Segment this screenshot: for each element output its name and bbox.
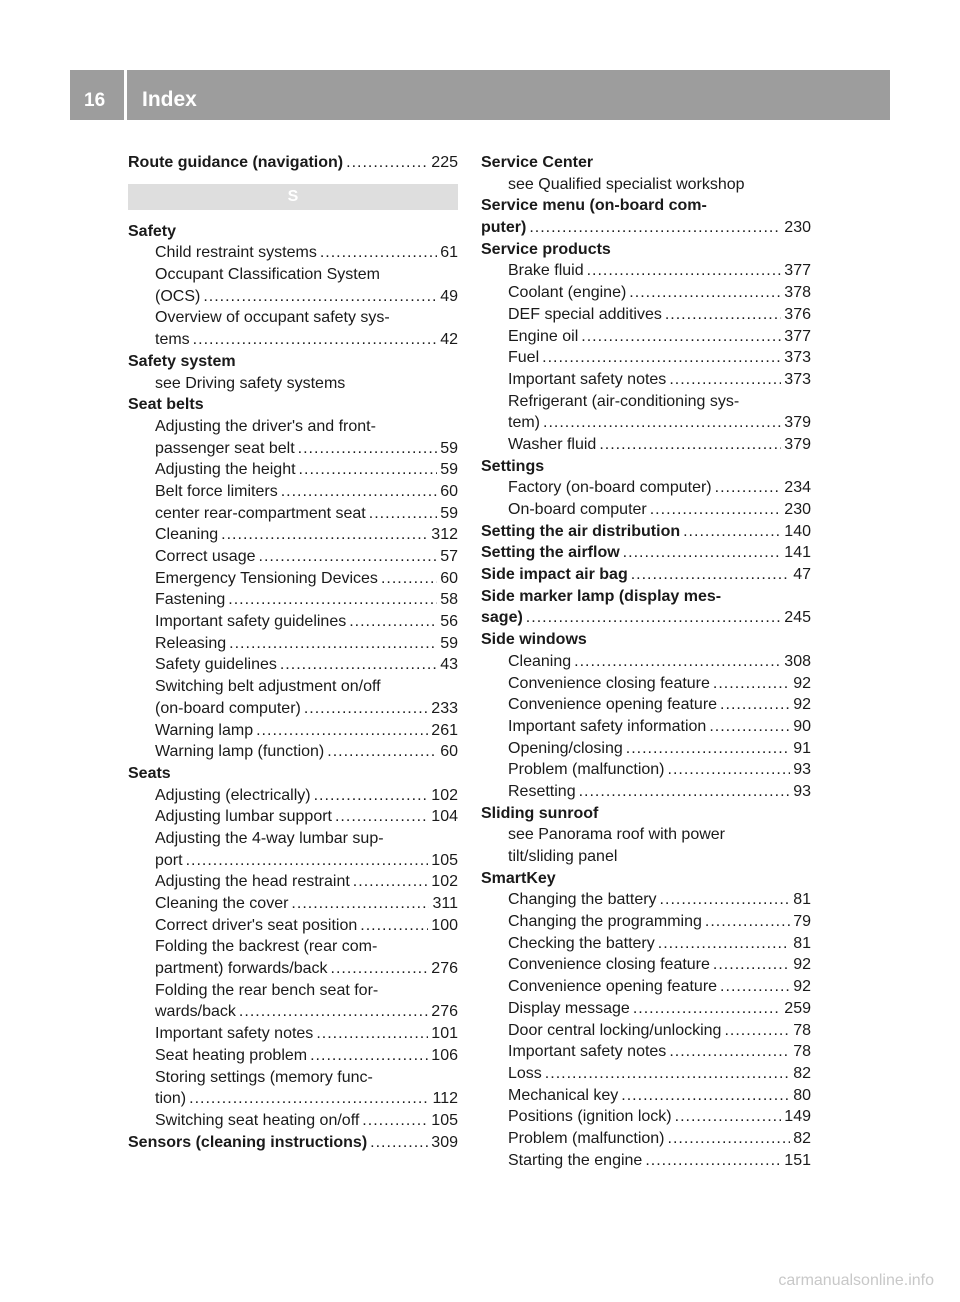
index-subentry-text: Adjusting the driver's and front- — [155, 417, 376, 435]
page-reference: 312 — [431, 526, 458, 544]
dot-leader — [228, 589, 437, 611]
dot-leader — [281, 481, 438, 503]
index-subentry[interactable] — [481, 781, 811, 803]
index-subentry[interactable] — [481, 369, 811, 391]
page-reference: 141 — [784, 544, 811, 562]
page-reference: 82 — [793, 1129, 811, 1147]
page-reference: 234 — [784, 479, 811, 497]
index-heading: Service products — [481, 240, 611, 258]
dot-leader — [304, 698, 428, 720]
entry-label: Releasing — [155, 634, 227, 652]
page-reference: 93 — [793, 782, 811, 800]
page-reference: 233 — [431, 699, 458, 717]
page-reference: 81 — [793, 891, 811, 909]
index-subentry[interactable] — [128, 633, 458, 655]
page-reference: 56 — [440, 613, 458, 631]
dot-leader — [709, 716, 790, 738]
page-reference: 92 — [793, 674, 811, 692]
index-subentry[interactable] — [128, 589, 458, 611]
dot-leader — [229, 633, 437, 655]
entry-label: Child restraint systems — [155, 244, 317, 262]
page-reference: 100 — [431, 916, 458, 934]
entry-label: Brake fluid — [508, 262, 584, 280]
entry-label: Cleaning — [508, 652, 572, 670]
dot-leader — [645, 1150, 781, 1172]
dot-leader — [724, 1020, 790, 1042]
page-reference: 230 — [784, 501, 811, 518]
dot-leader — [314, 785, 429, 807]
page-reference: 377 — [784, 327, 811, 345]
dot-leader — [668, 1128, 791, 1150]
index-subentry-text: Adjusting the 4-way lumbar sup- — [155, 829, 384, 847]
index-column-left — [128, 152, 458, 1153]
dot-leader — [629, 282, 781, 304]
page-reference: 140 — [784, 522, 811, 540]
dot-leader — [353, 871, 429, 893]
dot-leader — [668, 759, 791, 781]
dot-leader — [362, 1110, 428, 1132]
entry-label: Door central locking/unlocking — [508, 1021, 722, 1039]
dot-leader — [310, 1045, 428, 1067]
dot-leader — [239, 1001, 428, 1023]
page-reference: 378 — [784, 284, 811, 302]
page-reference: 105 — [431, 1111, 458, 1129]
index-subentry[interactable] — [128, 1088, 458, 1110]
header-divider — [124, 70, 127, 120]
page-reference: 59 — [440, 439, 458, 457]
index-subentry[interactable] — [481, 716, 811, 738]
dot-leader — [280, 654, 437, 676]
entry-label: Checking the battery — [508, 934, 655, 952]
entry-label: Setting the air distribution — [481, 522, 681, 540]
dot-leader — [545, 1063, 790, 1085]
entry-label: Important safety notes — [155, 1025, 314, 1043]
dot-leader — [542, 347, 781, 369]
entry-label: Convenience closing feature — [508, 674, 710, 692]
dot-leader — [669, 369, 781, 391]
page-reference: 373 — [784, 370, 811, 388]
entry-label: Route guidance (navigation) — [128, 154, 344, 171]
entry-label: Washer fluid — [508, 435, 597, 453]
dot-leader — [360, 915, 428, 937]
index-subentry[interactable] — [481, 260, 811, 282]
index-subentry[interactable] — [128, 1023, 458, 1045]
index-subentry[interactable] — [128, 1045, 458, 1067]
entry-label: Emergency Tensioning Devices — [155, 569, 378, 587]
page-reference: 78 — [793, 1043, 811, 1061]
dot-leader — [650, 499, 782, 521]
entry-label: Positions (ignition lock) — [508, 1108, 672, 1126]
dot-leader — [221, 524, 428, 546]
index-subentry[interactable] — [481, 694, 811, 716]
watermark: carmanualsonline.info — [778, 1272, 934, 1289]
page-reference: 377 — [784, 262, 811, 280]
index-entry[interactable] — [481, 521, 811, 543]
index-heading: Safety system — [128, 352, 236, 370]
index-subentry[interactable] — [481, 889, 811, 911]
page-reference: 42 — [440, 331, 458, 349]
page-reference: 79 — [793, 913, 811, 931]
index-subentry-text: see Driving safety systems — [155, 374, 346, 392]
dot-leader — [633, 998, 781, 1020]
index-subentry-text: see Panorama roof with power — [508, 826, 725, 844]
page-reference: 58 — [440, 591, 458, 609]
dot-leader — [327, 741, 437, 763]
entry-label: Factory (on-board computer) — [508, 479, 712, 497]
entry-label: Problem (malfunction) — [508, 1129, 665, 1147]
dot-leader — [370, 1132, 428, 1154]
index-subentry[interactable] — [128, 481, 458, 503]
dot-leader — [291, 893, 429, 915]
entry-label: wards/back — [155, 1003, 236, 1021]
entry-label: Warning lamp — [155, 721, 254, 739]
page-reference: 151 — [784, 1151, 811, 1169]
index-subentry[interactable] — [128, 654, 458, 676]
index-subentry[interactable] — [481, 499, 811, 521]
index-subentry-text: Folding the backrest (rear com- — [155, 938, 378, 956]
page-reference: 59 — [440, 461, 458, 479]
index-subentry[interactable] — [128, 286, 458, 308]
page-reference: 308 — [784, 652, 811, 670]
page-reference: 230 — [784, 219, 811, 237]
dot-leader — [720, 694, 790, 716]
entry-label: port — [155, 851, 183, 869]
index-heading: Settings — [481, 457, 545, 475]
index-subentry-text: Occupant Classification System — [155, 266, 380, 284]
index-heading: Service menu (on-board com- — [481, 197, 707, 215]
index-heading: Safety — [128, 222, 177, 240]
index-subentry[interactable] — [128, 698, 458, 720]
index-subentry[interactable] — [481, 954, 811, 976]
index-subentry[interactable] — [481, 304, 811, 326]
dot-leader — [186, 850, 429, 872]
entry-label: Convenience opening feature — [508, 696, 718, 714]
page-reference: 112 — [432, 1090, 458, 1108]
entry-label: Important safety notes — [508, 1043, 667, 1061]
entry-label: tems — [155, 331, 190, 349]
dot-leader — [665, 304, 781, 326]
page-reference: 59 — [440, 504, 458, 522]
page-reference: 309 — [431, 1133, 458, 1151]
index-heading: Sliding sunroof — [481, 804, 599, 822]
index-subentry[interactable] — [128, 871, 458, 893]
entry-label: Correct driver's seat position — [155, 916, 358, 934]
dot-leader — [581, 326, 781, 348]
index-subentry-text: tilt/sliding panel — [508, 848, 618, 865]
dot-leader — [713, 954, 790, 976]
page-reference: 92 — [793, 978, 811, 996]
entry-label: Important safety information — [508, 717, 707, 735]
index-subentry[interactable] — [481, 651, 811, 673]
dot-leader — [669, 1041, 790, 1063]
entry-label: Display message — [508, 999, 630, 1017]
dot-leader — [189, 1088, 429, 1110]
entry-label: Adjusting the height — [155, 461, 296, 479]
entry-label: Cleaning the cover — [155, 895, 289, 912]
entry-label: Convenience opening feature — [508, 978, 718, 996]
page-reference: 90 — [793, 717, 811, 735]
dot-leader — [381, 568, 437, 590]
index-subentry[interactable] — [128, 524, 458, 546]
index-subentry[interactable] — [128, 958, 458, 980]
page-reference: 92 — [793, 956, 811, 974]
dot-leader — [660, 889, 791, 911]
index-subentry[interactable] — [128, 438, 458, 460]
page-reference: 379 — [784, 414, 811, 432]
page-reference: 105 — [431, 851, 458, 869]
entry-label: Convenience closing feature — [508, 956, 710, 974]
dot-leader — [529, 217, 781, 239]
index-subentry[interactable] — [481, 998, 811, 1020]
index-subentry[interactable] — [481, 1085, 811, 1107]
dot-leader — [579, 781, 791, 803]
page-reference: 376 — [784, 305, 811, 323]
index-subentry[interactable] — [481, 1150, 811, 1172]
dot-leader — [526, 607, 782, 629]
entry-label: Fuel — [508, 349, 540, 367]
dot-leader — [256, 720, 428, 742]
page-reference: 149 — [784, 1108, 811, 1126]
page-reference: 245 — [784, 609, 811, 627]
entry-label: DEF special additives — [508, 305, 662, 323]
page-reference: 61 — [440, 244, 458, 262]
page-number: 16 — [84, 90, 106, 111]
entry-label: Starting the engine — [508, 1151, 643, 1169]
page-reference: 49 — [440, 287, 458, 305]
dot-leader — [713, 673, 790, 695]
entry-label: Belt force limiters — [155, 482, 278, 500]
entry-label: Seat heating problem — [155, 1046, 308, 1064]
entry-label: Warning lamp (function) — [155, 743, 325, 761]
entry-label: Correct usage — [155, 548, 256, 565]
entry-label: tion) — [155, 1090, 187, 1108]
index-entry[interactable] — [481, 564, 811, 586]
entry-label: Switching seat heating on/off — [155, 1111, 360, 1129]
entry-label: passenger seat belt — [155, 439, 295, 457]
index-subentry[interactable] — [481, 911, 811, 933]
page-reference: 78 — [793, 1021, 811, 1039]
entry-label: Changing the programming — [508, 913, 702, 931]
page-reference: 373 — [784, 349, 811, 367]
page-reference: 276 — [431, 960, 458, 978]
index-subentry[interactable] — [128, 850, 458, 872]
dot-leader — [316, 1023, 428, 1045]
index-subentry[interactable] — [128, 785, 458, 807]
index-subentry-text: Refrigerant (air-conditioning sys- — [508, 392, 740, 410]
page-reference: 101 — [431, 1025, 458, 1043]
dot-leader — [675, 1106, 782, 1128]
page-reference: 102 — [431, 873, 458, 891]
index-subentry[interactable] — [481, 477, 811, 499]
entry-label: Adjusting the head restraint — [155, 873, 350, 891]
page-reference: 43 — [440, 656, 458, 674]
dot-leader — [658, 933, 790, 955]
index-subentry[interactable] — [128, 546, 458, 568]
index-heading: SmartKey — [481, 869, 556, 887]
dot-leader — [631, 564, 790, 586]
index-subentry[interactable] — [128, 720, 458, 742]
index-entry[interactable] — [481, 217, 811, 239]
page-reference: 81 — [793, 934, 811, 952]
index-column-right — [481, 152, 811, 1171]
index-subentry[interactable] — [128, 1110, 458, 1132]
index-entry[interactable] — [128, 1132, 458, 1154]
page-reference: 80 — [793, 1086, 811, 1104]
dot-leader — [623, 542, 782, 564]
entry-label: Mechanical key — [508, 1086, 619, 1104]
entry-label: Cleaning — [155, 526, 219, 544]
page-title: Index — [142, 88, 197, 111]
dot-leader — [626, 738, 790, 760]
page-reference: 59 — [440, 634, 458, 652]
entry-label: center rear-compartment seat — [155, 504, 366, 522]
index-subentry[interactable] — [481, 1106, 811, 1128]
index-subentry[interactable] — [481, 1063, 811, 1085]
page-reference: 60 — [440, 743, 458, 761]
dot-leader — [369, 503, 437, 525]
section-letter-header: S — [128, 184, 458, 210]
dot-leader — [299, 459, 438, 481]
index-subentry-text: Storing settings (memory func- — [155, 1068, 373, 1086]
page-header — [70, 70, 890, 120]
entry-label: Opening/closing — [508, 739, 623, 757]
entry-label: Important safety guidelines — [155, 613, 347, 631]
entry-label: Changing the battery — [508, 891, 657, 909]
dot-leader — [331, 958, 429, 980]
index-subentry-text: see Qualified specialist workshop — [508, 175, 745, 193]
page-reference: 47 — [793, 566, 811, 584]
page-reference: 60 — [440, 482, 458, 500]
entry-label: Problem (malfunction) — [508, 761, 665, 779]
index-heading: Side windows — [481, 631, 587, 649]
entry-label: sage) — [481, 609, 523, 627]
dot-leader — [298, 438, 438, 460]
index-subentry[interactable] — [481, 738, 811, 760]
index-subentry[interactable] — [481, 434, 811, 456]
dot-leader — [720, 976, 790, 998]
entry-label: (OCS) — [155, 287, 201, 305]
index-subentry[interactable] — [128, 503, 458, 525]
page-reference: 57 — [440, 548, 458, 565]
index-subentry-text: Overview of occupant safety sys- — [155, 309, 390, 327]
entry-label: Adjusting (electrically) — [155, 786, 311, 804]
index-subentry[interactable] — [481, 282, 811, 304]
index-subentry[interactable] — [481, 347, 811, 369]
page-reference: 259 — [784, 999, 811, 1017]
dot-leader — [715, 477, 782, 499]
index-subentry[interactable] — [128, 741, 458, 763]
index-subentry[interactable] — [481, 1020, 811, 1042]
dot-leader — [335, 806, 428, 828]
entry-label: Setting the airflow — [481, 544, 620, 562]
page-reference: 93 — [793, 761, 811, 779]
dot-leader — [346, 152, 428, 174]
index-subentry-text: Folding the rear bench seat for- — [155, 981, 379, 999]
index-entry[interactable] — [481, 542, 811, 564]
page-reference: 102 — [431, 786, 458, 804]
page-reference: 60 — [440, 569, 458, 587]
dot-leader — [203, 286, 437, 308]
entry-label: Adjusting lumbar support — [155, 808, 332, 826]
entry-label: Fastening — [155, 591, 226, 609]
index-subentry[interactable] — [481, 1041, 811, 1063]
index-subentry[interactable] — [128, 329, 458, 351]
dot-leader — [705, 911, 790, 933]
index-subentry-text: Switching belt adjustment on/off — [155, 678, 381, 696]
dot-leader — [193, 329, 438, 351]
dot-leader — [349, 611, 437, 633]
page-reference: 311 — [432, 895, 458, 912]
dot-leader — [259, 546, 438, 568]
index-subentry[interactable] — [128, 611, 458, 633]
index-heading: Side marker lamp (display mes- — [481, 587, 722, 605]
page-reference: 106 — [431, 1046, 458, 1064]
dot-leader — [574, 651, 781, 673]
dot-leader — [543, 412, 781, 434]
index-subentry[interactable] — [128, 893, 458, 915]
entry-label: Important safety notes — [508, 370, 667, 388]
index-entry[interactable] — [481, 607, 811, 629]
page-reference: 379 — [784, 435, 811, 453]
entry-label: puter) — [481, 219, 527, 237]
index-subentry[interactable] — [481, 1128, 811, 1150]
page-reference: 104 — [431, 808, 458, 826]
entry-label: Safety guidelines — [155, 656, 277, 674]
entry-label: Side impact air bag — [481, 566, 628, 584]
dot-leader — [683, 521, 781, 543]
entry-label: Loss — [508, 1064, 542, 1082]
index-subentry[interactable] — [128, 1001, 458, 1023]
entry-label: tem) — [508, 414, 540, 432]
entry-label: On-board computer — [508, 501, 647, 518]
index-subentry[interactable] — [481, 326, 811, 348]
index-heading: Seats — [128, 764, 171, 782]
index-subentry[interactable] — [128, 242, 458, 264]
entry-label: partment) forwards/back — [155, 960, 328, 978]
page-reference: 276 — [431, 1003, 458, 1021]
index-subentry[interactable] — [128, 459, 458, 481]
index-heading: Service Center — [481, 154, 594, 171]
page-reference: 225 — [431, 154, 458, 171]
entry-label: Sensors (cleaning instructions) — [128, 1133, 368, 1151]
dot-leader — [320, 242, 437, 264]
page-reference: 261 — [431, 721, 458, 739]
dot-leader — [587, 260, 782, 282]
page-reference: 91 — [793, 739, 811, 757]
entry-label: Resetting — [508, 782, 576, 800]
entry-label: Coolant (engine) — [508, 284, 627, 302]
index-subentry[interactable] — [481, 933, 811, 955]
dot-leader — [621, 1085, 790, 1107]
index-subentry[interactable] — [481, 412, 811, 434]
index-subentry[interactable] — [128, 568, 458, 590]
index-subentry[interactable] — [128, 915, 458, 937]
entry-label: (on-board computer) — [155, 699, 301, 717]
page-reference: 82 — [793, 1064, 811, 1082]
index-subentry[interactable] — [481, 759, 811, 781]
index-subentry[interactable] — [481, 673, 811, 695]
index-subentry[interactable] — [128, 806, 458, 828]
index-heading: Seat belts — [128, 396, 204, 414]
entry-label: Engine oil — [508, 327, 579, 345]
dot-leader — [599, 434, 781, 456]
page-reference: 92 — [793, 696, 811, 714]
index-entry[interactable] — [128, 152, 458, 174]
index-subentry[interactable] — [481, 976, 811, 998]
